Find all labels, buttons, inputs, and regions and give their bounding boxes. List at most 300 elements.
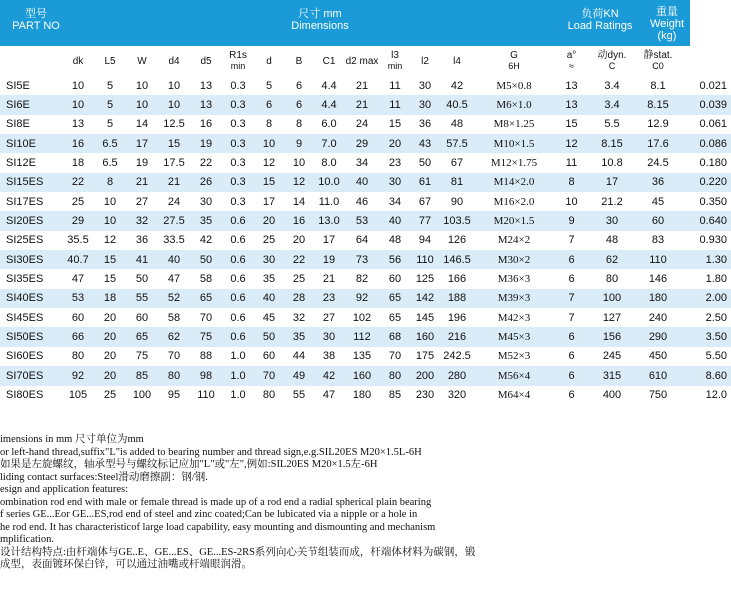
column-header-label: d2 max [345, 56, 379, 67]
table-cell: 25 [103, 389, 117, 402]
table-cell: M20×1.5 [474, 211, 554, 230]
table-cell: 62 [589, 250, 635, 269]
table-cell: 13 [71, 118, 85, 131]
column-header-label: L5 [104, 56, 116, 67]
table-cell: 85 [126, 366, 158, 385]
table-cell: 0.930 [699, 234, 727, 247]
table-cell: 60 [635, 211, 681, 230]
table-cell: 20 [380, 134, 410, 153]
table-cell: 65 [190, 289, 222, 308]
column-header [254, 56, 284, 67]
table-cell: 46 [355, 195, 369, 208]
part-number-cell: SI15ES [0, 173, 62, 192]
table-cell: 2.00 [681, 289, 731, 308]
table-cell: 180 [352, 389, 372, 402]
table-row [0, 134, 731, 153]
table-cell: 21 [322, 273, 336, 286]
table-cell: 1.30 [681, 250, 731, 269]
table-cell: 17 [126, 134, 158, 153]
table-cell: 22 [62, 173, 94, 192]
table-cell: 175 [415, 350, 435, 363]
table-cell: 188 [440, 289, 474, 308]
note-line: esign and application features: [0, 484, 128, 495]
table-cell: 19 [190, 134, 222, 153]
table-cell: 15 [103, 273, 117, 286]
table-cell: M64×4 [497, 389, 531, 402]
table-cell: 7 [568, 234, 575, 247]
part-number-cell: SI8E [6, 118, 30, 131]
table-cell: 110 [410, 250, 440, 269]
column-header [126, 56, 158, 67]
table-cell: 57.5 [440, 134, 474, 153]
table-cell: 12 [284, 173, 314, 192]
table-cell: 65 [388, 311, 402, 324]
column-header [589, 50, 635, 72]
table-cell: 1.0 [230, 389, 246, 402]
table-cell: 1.80 [705, 273, 727, 286]
table-cell: 70 [254, 366, 284, 385]
table-cell: 67 [450, 157, 464, 170]
dimensions-header-en: Dimensions [291, 20, 349, 32]
table-cell: 92 [344, 289, 380, 308]
table-cell: 0.6 [222, 211, 254, 230]
column-header-label: d4 [168, 56, 180, 67]
part-number-cell: SI5E [6, 79, 30, 92]
table-cell: 15 [94, 250, 126, 269]
table-cell: 22 [199, 157, 213, 170]
table-cell: 21 [355, 79, 369, 92]
column-header [158, 56, 190, 67]
column-header-label: l4 [453, 56, 461, 67]
table-cell: M16×2.0 [493, 195, 535, 208]
part-number-cell: SI10E [0, 134, 62, 153]
part-number-cell: SI45ES [6, 311, 44, 324]
table-cell: 12 [262, 157, 276, 170]
table-cell: 8.1 [650, 79, 666, 92]
table-cell: 23 [388, 157, 402, 170]
table-cell: 3.50 [681, 327, 731, 346]
table-cell: 25 [71, 195, 85, 208]
table-cell: 6.5 [102, 157, 118, 170]
table-cell: 0.6 [230, 273, 246, 286]
table-cell: 62 [158, 327, 190, 346]
table-cell: 30 [254, 250, 284, 269]
part-number-cell: SI30ES [0, 250, 62, 269]
table-cell: 35.5 [67, 234, 89, 247]
table-cell: 610 [635, 366, 681, 385]
table-cell: 18 [71, 157, 85, 170]
table-cell: 90 [450, 195, 464, 208]
table-cell: 5 [106, 79, 114, 92]
table-cell: 110 [197, 389, 215, 402]
note-line: he rod end. It has characteristicof large load capability, easy mounting and dismounting and mechanism [0, 521, 436, 533]
table-cell: 103.5 [440, 211, 474, 230]
table-cell: 4.4 [314, 95, 344, 114]
table-row [0, 347, 731, 366]
column-header [474, 50, 554, 72]
table-cell: 5 [106, 118, 114, 131]
column-header-label: a° [566, 50, 577, 61]
table-cell: 40 [254, 289, 284, 308]
table-cell: 13 [199, 79, 213, 92]
table-cell: 10 [62, 95, 94, 114]
table-cell: 240 [648, 311, 668, 324]
table-cell: 14 [135, 118, 149, 131]
table-cell: 42 [199, 234, 213, 247]
table-cell: 32 [126, 211, 158, 230]
column-header [62, 56, 94, 67]
table-cell: 48 [388, 234, 402, 247]
table-cell: 20 [103, 311, 117, 324]
column-subheaders [0, 46, 690, 76]
table-cell: 81 [440, 173, 474, 192]
table-cell: 110 [635, 250, 681, 269]
table-cell: 126 [447, 234, 467, 247]
part-number-cell: SI40ES [0, 289, 62, 308]
table-cell: 83 [651, 234, 665, 247]
table-cell: 3.4 [589, 95, 635, 114]
table-cell: 7 [554, 289, 589, 308]
table-cell: 6 [295, 79, 303, 92]
table-cell: 27 [135, 195, 149, 208]
table-cell: 58 [167, 311, 181, 324]
table-cell: 8.60 [681, 366, 731, 385]
table-cell: 11 [380, 95, 410, 114]
table-cell: 35 [262, 273, 276, 286]
column-header-label: C1 [322, 56, 336, 67]
table-cell: 0.3 [230, 79, 246, 92]
table-cell: M45×3 [474, 327, 554, 346]
table-cell: 30 [418, 79, 432, 92]
column-header [554, 50, 589, 72]
table-cell: 67 [418, 195, 432, 208]
table-cell: 12.9 [647, 118, 669, 131]
table-cell: 0.039 [681, 95, 731, 114]
table-row [0, 115, 731, 134]
table-cell: 135 [352, 350, 372, 363]
table-cell: 35 [284, 327, 314, 346]
table-cell: 65 [126, 327, 158, 346]
table-cell: 102 [352, 311, 372, 324]
column-header-sub: C [608, 61, 616, 71]
table-row [0, 366, 731, 385]
table-row [0, 211, 731, 230]
table-cell: 10 [167, 79, 181, 92]
table-cell: 23 [314, 289, 344, 308]
table-cell: 80 [158, 366, 190, 385]
table-cell: 13 [565, 79, 578, 92]
table-cell: 10.0 [314, 173, 344, 192]
table-cell: 70 [199, 311, 213, 324]
note-line: 设计结构特点:由杆端体与GE..E、GE...ES、GE...ES-2RS系列向心关节组装而成，杆端体材料为碳钢，锻 [0, 546, 476, 558]
table-cell: 0.180 [699, 157, 727, 170]
table-cell: 22 [284, 250, 314, 269]
table-cell: 64 [355, 234, 369, 247]
table-cell: 200 [410, 366, 440, 385]
part-number-cell: SI60ES [6, 350, 44, 363]
table-cell: 70 [167, 350, 181, 363]
table-cell: 17 [262, 195, 276, 208]
table-row [0, 95, 731, 114]
table-cell: 10 [71, 79, 85, 92]
table-cell: 0.3 [230, 118, 246, 131]
table-cell: 0.021 [699, 79, 727, 92]
table-cell: 6 [254, 95, 284, 114]
column-header-label: 动dyn. [597, 50, 627, 61]
table-cell: 82 [355, 273, 369, 286]
table-cell: 77 [410, 211, 440, 230]
table-cell: M42×3 [497, 311, 531, 324]
table-cell: 12 [554, 134, 589, 153]
table-cell: 18 [94, 289, 126, 308]
dimensions-header [270, 8, 370, 32]
table-cell: 2.50 [705, 311, 727, 324]
table-cell: M12×1.75 [490, 157, 538, 170]
table-cell: 6 [568, 350, 575, 363]
table-cell: 20 [94, 366, 126, 385]
table-cell: 9 [554, 211, 589, 230]
table-cell: 15 [254, 173, 284, 192]
table-cell: 47 [167, 273, 181, 286]
column-header-label: G [510, 50, 518, 61]
column-header-sub: ≈ [569, 61, 574, 71]
table-cell: 49 [284, 366, 314, 385]
table-row [0, 386, 731, 405]
table-cell: 8 [554, 173, 589, 192]
table-cell: 6 [568, 389, 575, 402]
load-ratings-header-en: Load Ratings [567, 20, 633, 32]
table-cell: 21 [126, 173, 158, 192]
dimensions-header-cn: 尺寸 mm [298, 8, 342, 20]
weight-header [645, 6, 689, 42]
column-header-label: dk [72, 56, 84, 67]
table-cell: 0.061 [699, 118, 727, 131]
part-no-header-en: PART NO [12, 20, 60, 32]
table-cell: 24.5 [647, 157, 669, 170]
table-cell: 6 [554, 366, 589, 385]
table-cell: 8 [295, 118, 303, 131]
weight-header-cn: 重量 [656, 6, 678, 18]
table-cell: 36 [635, 173, 681, 192]
table-cell: 66 [62, 327, 94, 346]
note-line: or left-hand thread,suffix"L"is added to bearing number and thread sign,e.g.SIL20ES M20×1.5L-6H [0, 446, 422, 458]
table-cell: M14×2.0 [474, 173, 554, 192]
table-cell: M10×1.5 [474, 134, 554, 153]
table-cell: 68 [380, 327, 410, 346]
table-cell: 41 [126, 250, 158, 269]
table-cell: 8.15 [589, 134, 635, 153]
table-cell: 7.0 [314, 134, 344, 153]
table-row [0, 250, 731, 269]
column-header-label: B [295, 56, 303, 67]
table-cell: 7 [568, 311, 575, 324]
table-row [0, 173, 731, 192]
table-cell: 166 [447, 273, 467, 286]
table-cell: 10 [103, 195, 117, 208]
column-header [440, 56, 474, 67]
table-cell: 53 [62, 289, 94, 308]
weight-header-unit: (kg) [657, 30, 677, 42]
table-cell: 40 [380, 211, 410, 230]
table-cell: 750 [648, 389, 668, 402]
table-row [0, 192, 731, 211]
table-cell: 60 [262, 350, 276, 363]
table-cell: 5.5 [604, 118, 620, 131]
table-cell: 0.3 [222, 95, 254, 114]
table-cell: 60 [135, 311, 149, 324]
table-cell: 21.2 [601, 195, 623, 208]
table-cell: 105 [68, 389, 88, 402]
table-cell: 100 [589, 289, 635, 308]
table-cell: 21 [344, 95, 380, 114]
table-row [0, 327, 731, 346]
table-cell: 48 [450, 118, 464, 131]
table-cell: 0.640 [681, 211, 731, 230]
table-cell: 17 [589, 173, 635, 192]
table-cell: M52×3 [497, 350, 531, 363]
table-cell: 30 [589, 211, 635, 230]
table-cell: 10 [565, 195, 578, 208]
note-line: 成型，表面镀环保白锌，可以通过油嘴或杆端眼润滑。 [0, 559, 252, 570]
table-header-band [0, 0, 690, 46]
part-number-cell: SI17ES [6, 195, 44, 208]
table-cell: 100 [132, 389, 152, 402]
table-cell: 0.3 [230, 195, 246, 208]
table-cell: 5 [94, 95, 126, 114]
table-cell: 6 [554, 250, 589, 269]
table-cell: 70 [388, 350, 402, 363]
table-cell: 0.6 [222, 289, 254, 308]
table-cell: 42 [450, 79, 464, 92]
table-cell: 0.3 [230, 157, 246, 170]
table-cell: 20 [292, 234, 306, 247]
table-row [0, 153, 731, 172]
table-cell: 10 [158, 95, 190, 114]
table-cell: 40.7 [62, 250, 94, 269]
table-cell: 42 [314, 366, 344, 385]
table-cell: M56×4 [474, 366, 554, 385]
note-line: f series GE...Eor GE...ES,rod end of steel and zinc coated;Can be lubicated via a nipple or a hole in [0, 509, 418, 520]
table-cell: 53 [344, 211, 380, 230]
table-cell: 15 [565, 118, 578, 131]
table-cell: 55 [126, 289, 158, 308]
table-cell: 95 [167, 389, 181, 402]
table-row [0, 231, 731, 250]
part-no-header [6, 8, 66, 32]
table-cell: M39×3 [474, 289, 554, 308]
column-header [635, 50, 681, 72]
table-cell: 13.0 [314, 211, 344, 230]
table-cell: 27 [322, 311, 336, 324]
column-header [222, 50, 254, 72]
column-header-sub: min [230, 61, 246, 71]
table-cell: 8.15 [635, 95, 681, 114]
table-cell: 6 [284, 95, 314, 114]
table-cell: 146 [648, 273, 668, 286]
table-cell: 245 [602, 350, 622, 363]
table-cell: 10 [254, 134, 284, 153]
table-cell: 12.0 [705, 389, 727, 402]
table-cell: 0.220 [681, 173, 731, 192]
table-cell: 5.50 [705, 350, 727, 363]
table-cell: 160 [410, 327, 440, 346]
table-cell: 50 [135, 273, 149, 286]
table-cell: M8×1.25 [493, 118, 535, 131]
column-header-label: R1s [229, 50, 247, 61]
table-cell: 27.5 [158, 211, 190, 230]
column-header [344, 56, 380, 67]
table-cell: 6.5 [94, 134, 126, 153]
table-cell: 10.8 [601, 157, 623, 170]
table-cell: 280 [440, 366, 474, 385]
table-cell: 75 [135, 350, 149, 363]
table-cell: 0.6 [230, 234, 246, 247]
table-cell: 11 [565, 157, 578, 170]
table-cell: 10 [135, 79, 149, 92]
table-cell: 11.0 [318, 195, 340, 208]
table-cell: 180 [635, 289, 681, 308]
column-header-label: d [266, 56, 272, 67]
table-cell: 50 [254, 327, 284, 346]
column-header-sub: min [387, 61, 403, 71]
table-cell: 80 [605, 273, 619, 286]
table-cell: 34 [355, 157, 369, 170]
table-cell: 24 [167, 195, 181, 208]
dimensions-table [0, 76, 731, 405]
table-cell: 10 [94, 211, 126, 230]
column-header [314, 56, 344, 67]
table-cell: 125 [415, 273, 435, 286]
table-cell: 0.6 [222, 327, 254, 346]
part-number-cell: SI20ES [0, 211, 62, 230]
table-cell: 52 [158, 289, 190, 308]
table-cell: 0.086 [681, 134, 731, 153]
table-cell: 88 [199, 350, 213, 363]
table-cell: 85 [388, 389, 402, 402]
table-cell: 20 [94, 327, 126, 346]
part-number-cell: SI80ES [6, 389, 44, 402]
notes-section [0, 434, 690, 572]
table-cell: 145 [415, 311, 435, 324]
table-cell: M36×3 [497, 273, 531, 286]
column-header [190, 56, 222, 67]
note-line: imensions in mm 尺寸单位为mm [0, 434, 144, 445]
table-cell: 36 [418, 118, 432, 131]
table-cell: M6×1.0 [474, 95, 554, 114]
table-cell: 32 [292, 311, 306, 324]
table-cell: 30 [314, 327, 344, 346]
table-cell: 146.5 [440, 250, 474, 269]
table-cell: 17.5 [163, 157, 185, 170]
table-cell: 25 [292, 273, 306, 286]
table-cell: 58 [199, 273, 213, 286]
table-cell: 50 [418, 157, 432, 170]
table-cell: 28 [284, 289, 314, 308]
table-cell: 50 [190, 250, 222, 269]
table-cell: 40 [158, 250, 190, 269]
column-header-label: 静stat. [643, 50, 673, 61]
table-cell: 5 [265, 79, 273, 92]
table-cell: 34 [388, 195, 402, 208]
table-cell: 40 [344, 173, 380, 192]
table-cell: 0.3 [222, 173, 254, 192]
table-cell: 19 [314, 250, 344, 269]
table-cell: 0.6 [222, 250, 254, 269]
column-header [284, 56, 314, 67]
table-cell: 15 [158, 134, 190, 153]
table-cell: 80 [380, 366, 410, 385]
table-cell: M5×0.8 [496, 79, 532, 92]
